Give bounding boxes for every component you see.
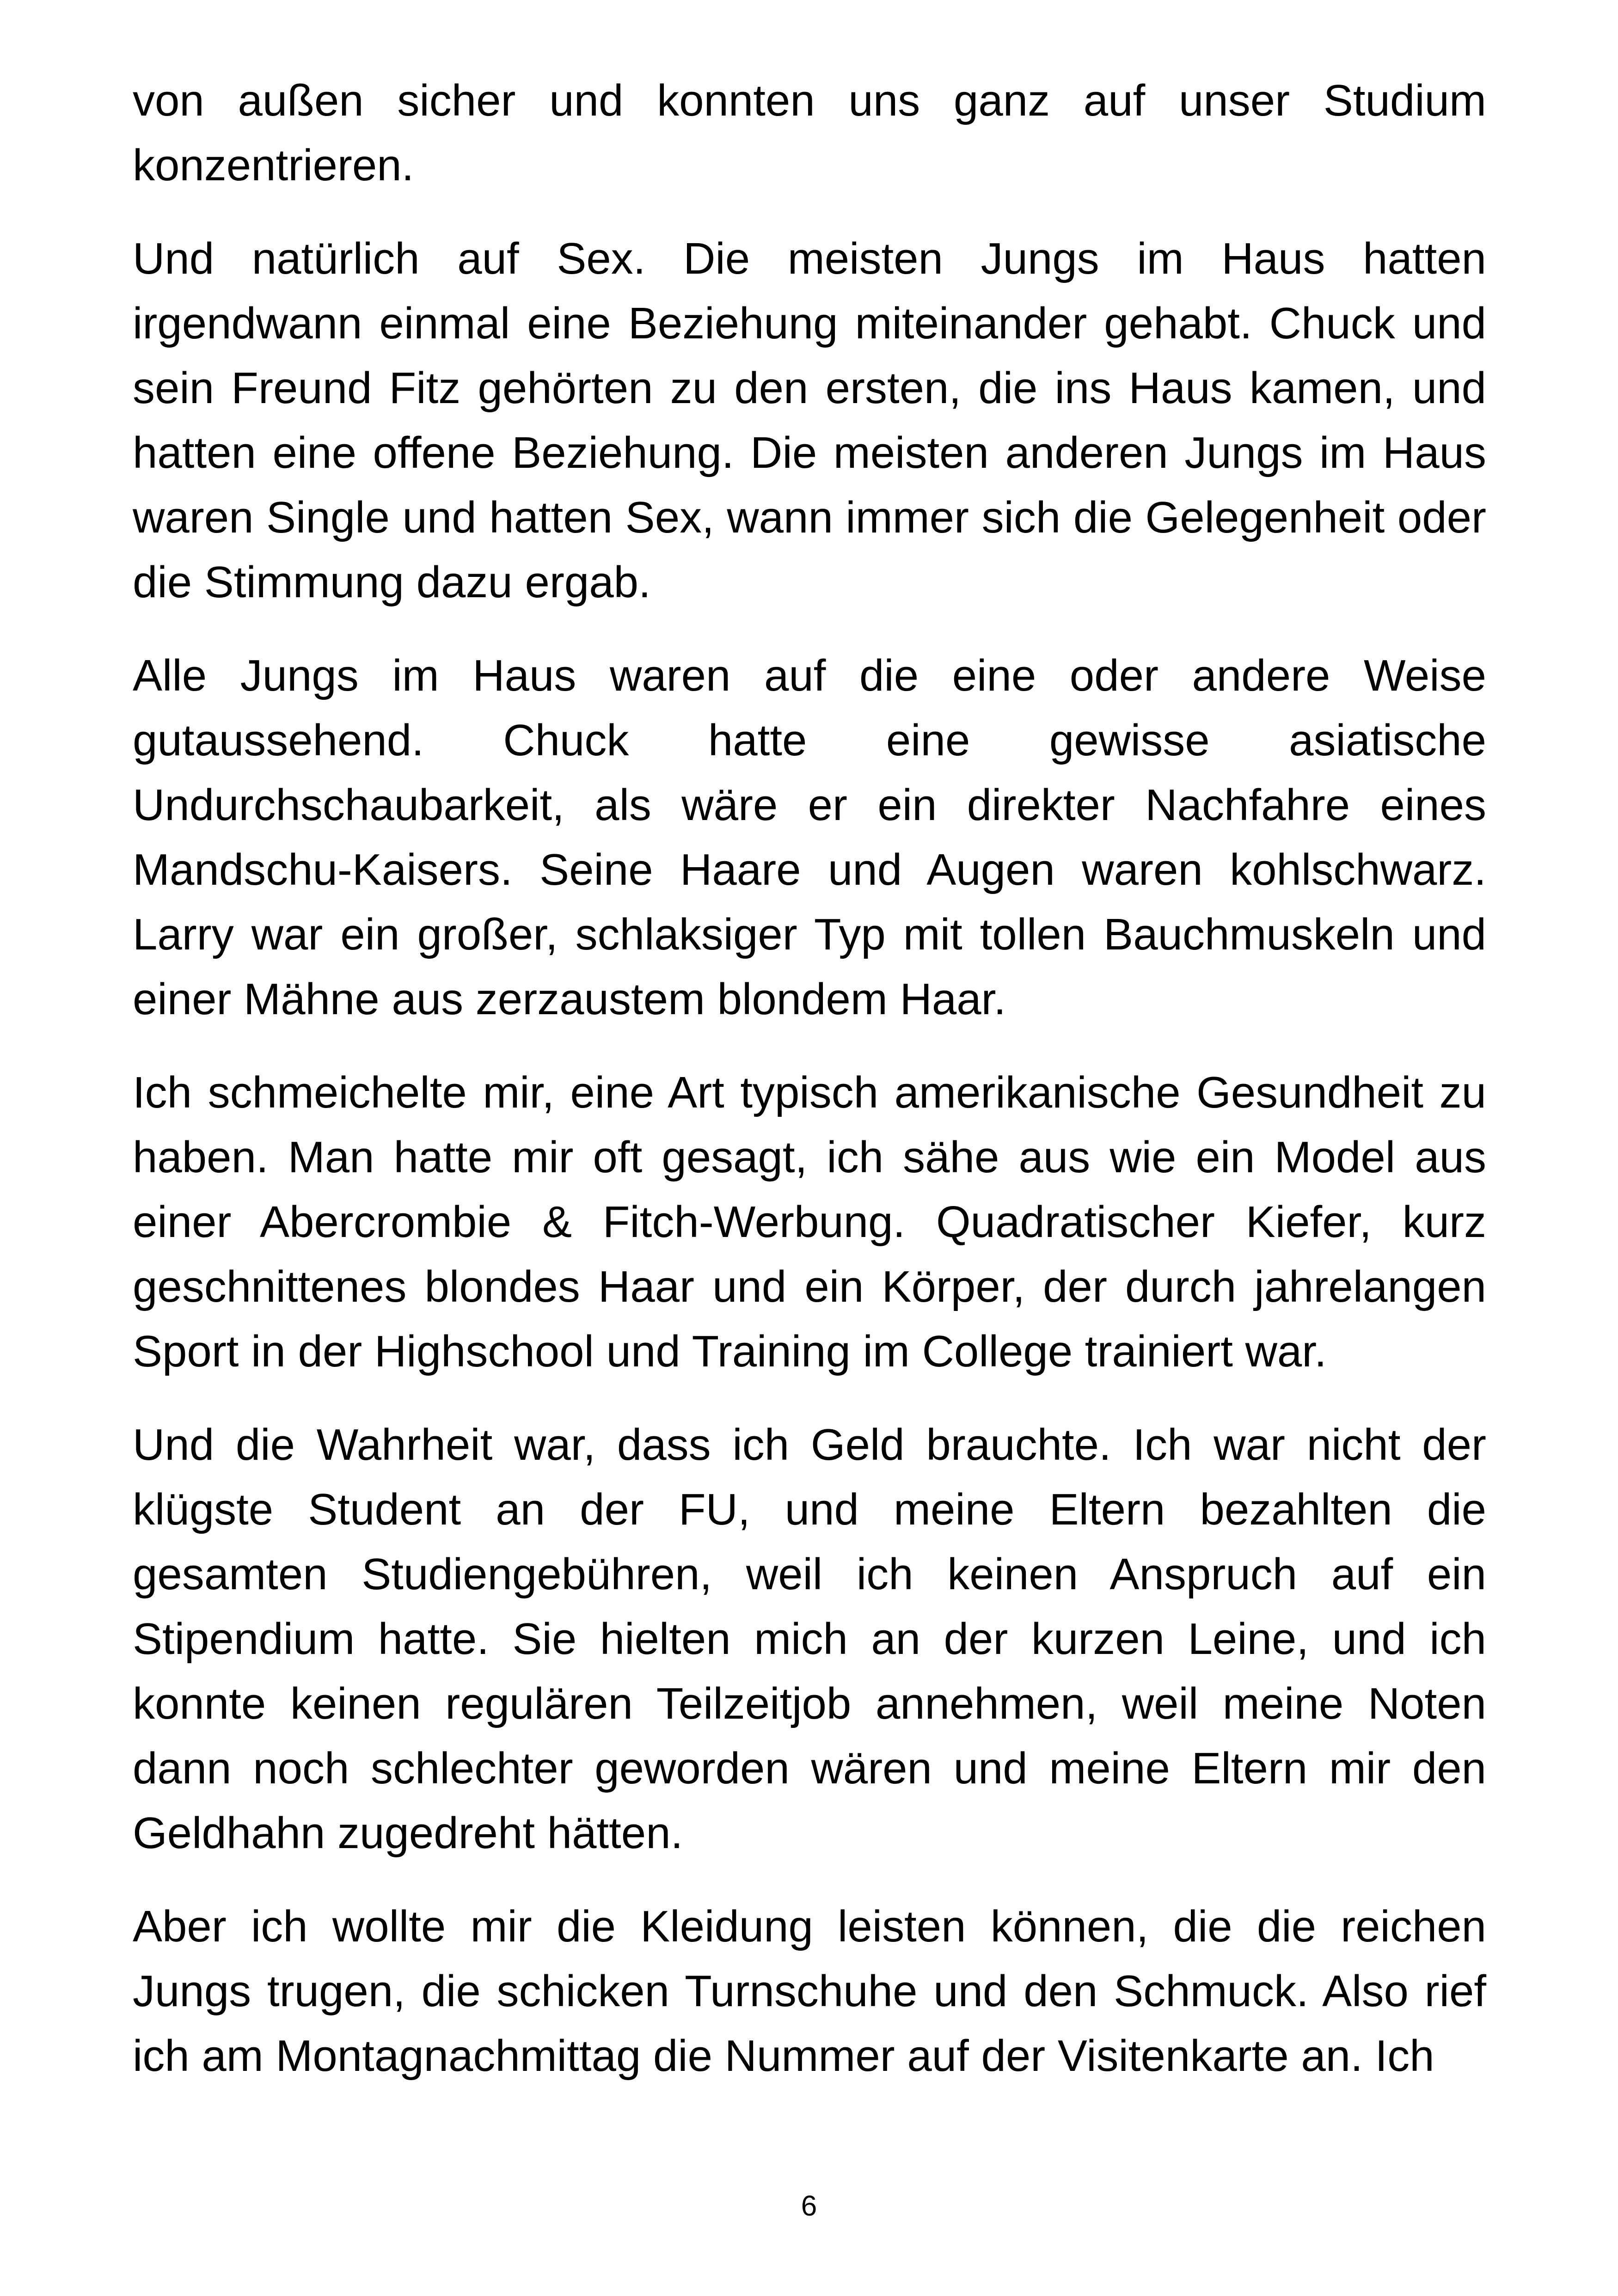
paragraph-6: Aber ich wollte mir die Kleidung leisten können, die die reichen Jungs trugen, die schicken Turnschuhe und den Schmuck. Also rief ich am Montagnachmittag die Nummer auf der Visitenkarte an. Ich — [133, 1902, 1486, 2081]
paragraph-3: Alle Jungs im Haus waren auf die eine oder andere Weise gutaussehend. Chuck hatte eine gewisse asiatische Undurchschaubarkeit, als wäre er ein direkter Nachfahre eines Mandschu-Kaisers. Seine Haare und Augen waren kohlschwarz. Larry war ein großer, schlaksiger Typ mit tollen Bauchmuskeln und einer Mähne aus zerzaustem blondem Haar. — [133, 651, 1486, 1024]
paragraph-4: Ich schmeichelte mir, eine Art typisch amerikanische Gesundheit zu haben. Man hatte mir oft gesagt, ich sähe aus wie ein Model aus einer Abercrombie & Fitch-Werbung. Quadratischer Kiefer, kurz geschnittenes blondes Haar und ein Körper, der durch jahrelangen Sport in der Highschool und Training im College trainiert war. — [133, 1068, 1486, 1376]
paragraph-1: von außen sicher und konnten uns ganz auf unser Studium konzentrieren. — [133, 76, 1486, 190]
body-text — [133, 68, 1486, 2088]
paragraph-2: Und natürlich auf Sex. Die meisten Jungs im Haus hatten irgendwann einmal eine Beziehung miteinander gehabt. Chuck und sein Freund Fitz gehörten zu den ersten, die ins Haus kamen, und hatten eine offene Beziehung. Die meisten anderen Jungs im Haus waren Single und hatten Sex, wann immer sich die Gelegenheit oder die Stimmung dazu ergab. — [133, 234, 1486, 607]
page-number: 6 — [801, 2190, 817, 2222]
paragraph-5: Und die Wahrheit war, dass ich Geld brauchte. Ich war nicht der klügste Student an der FU, und meine Eltern bezahlten die gesamten Studiengebühren, weil ich keinen Anspruch auf ein Stipendium hatte. Sie hielten mich an der kurzen Leine, und ich konnte keinen regulären Teilzeitjob annehmen, weil meine Noten dann noch schlechter geworden wären und meine Eltern mir den Geldhahn zugedreht hätten. — [133, 1420, 1486, 1858]
